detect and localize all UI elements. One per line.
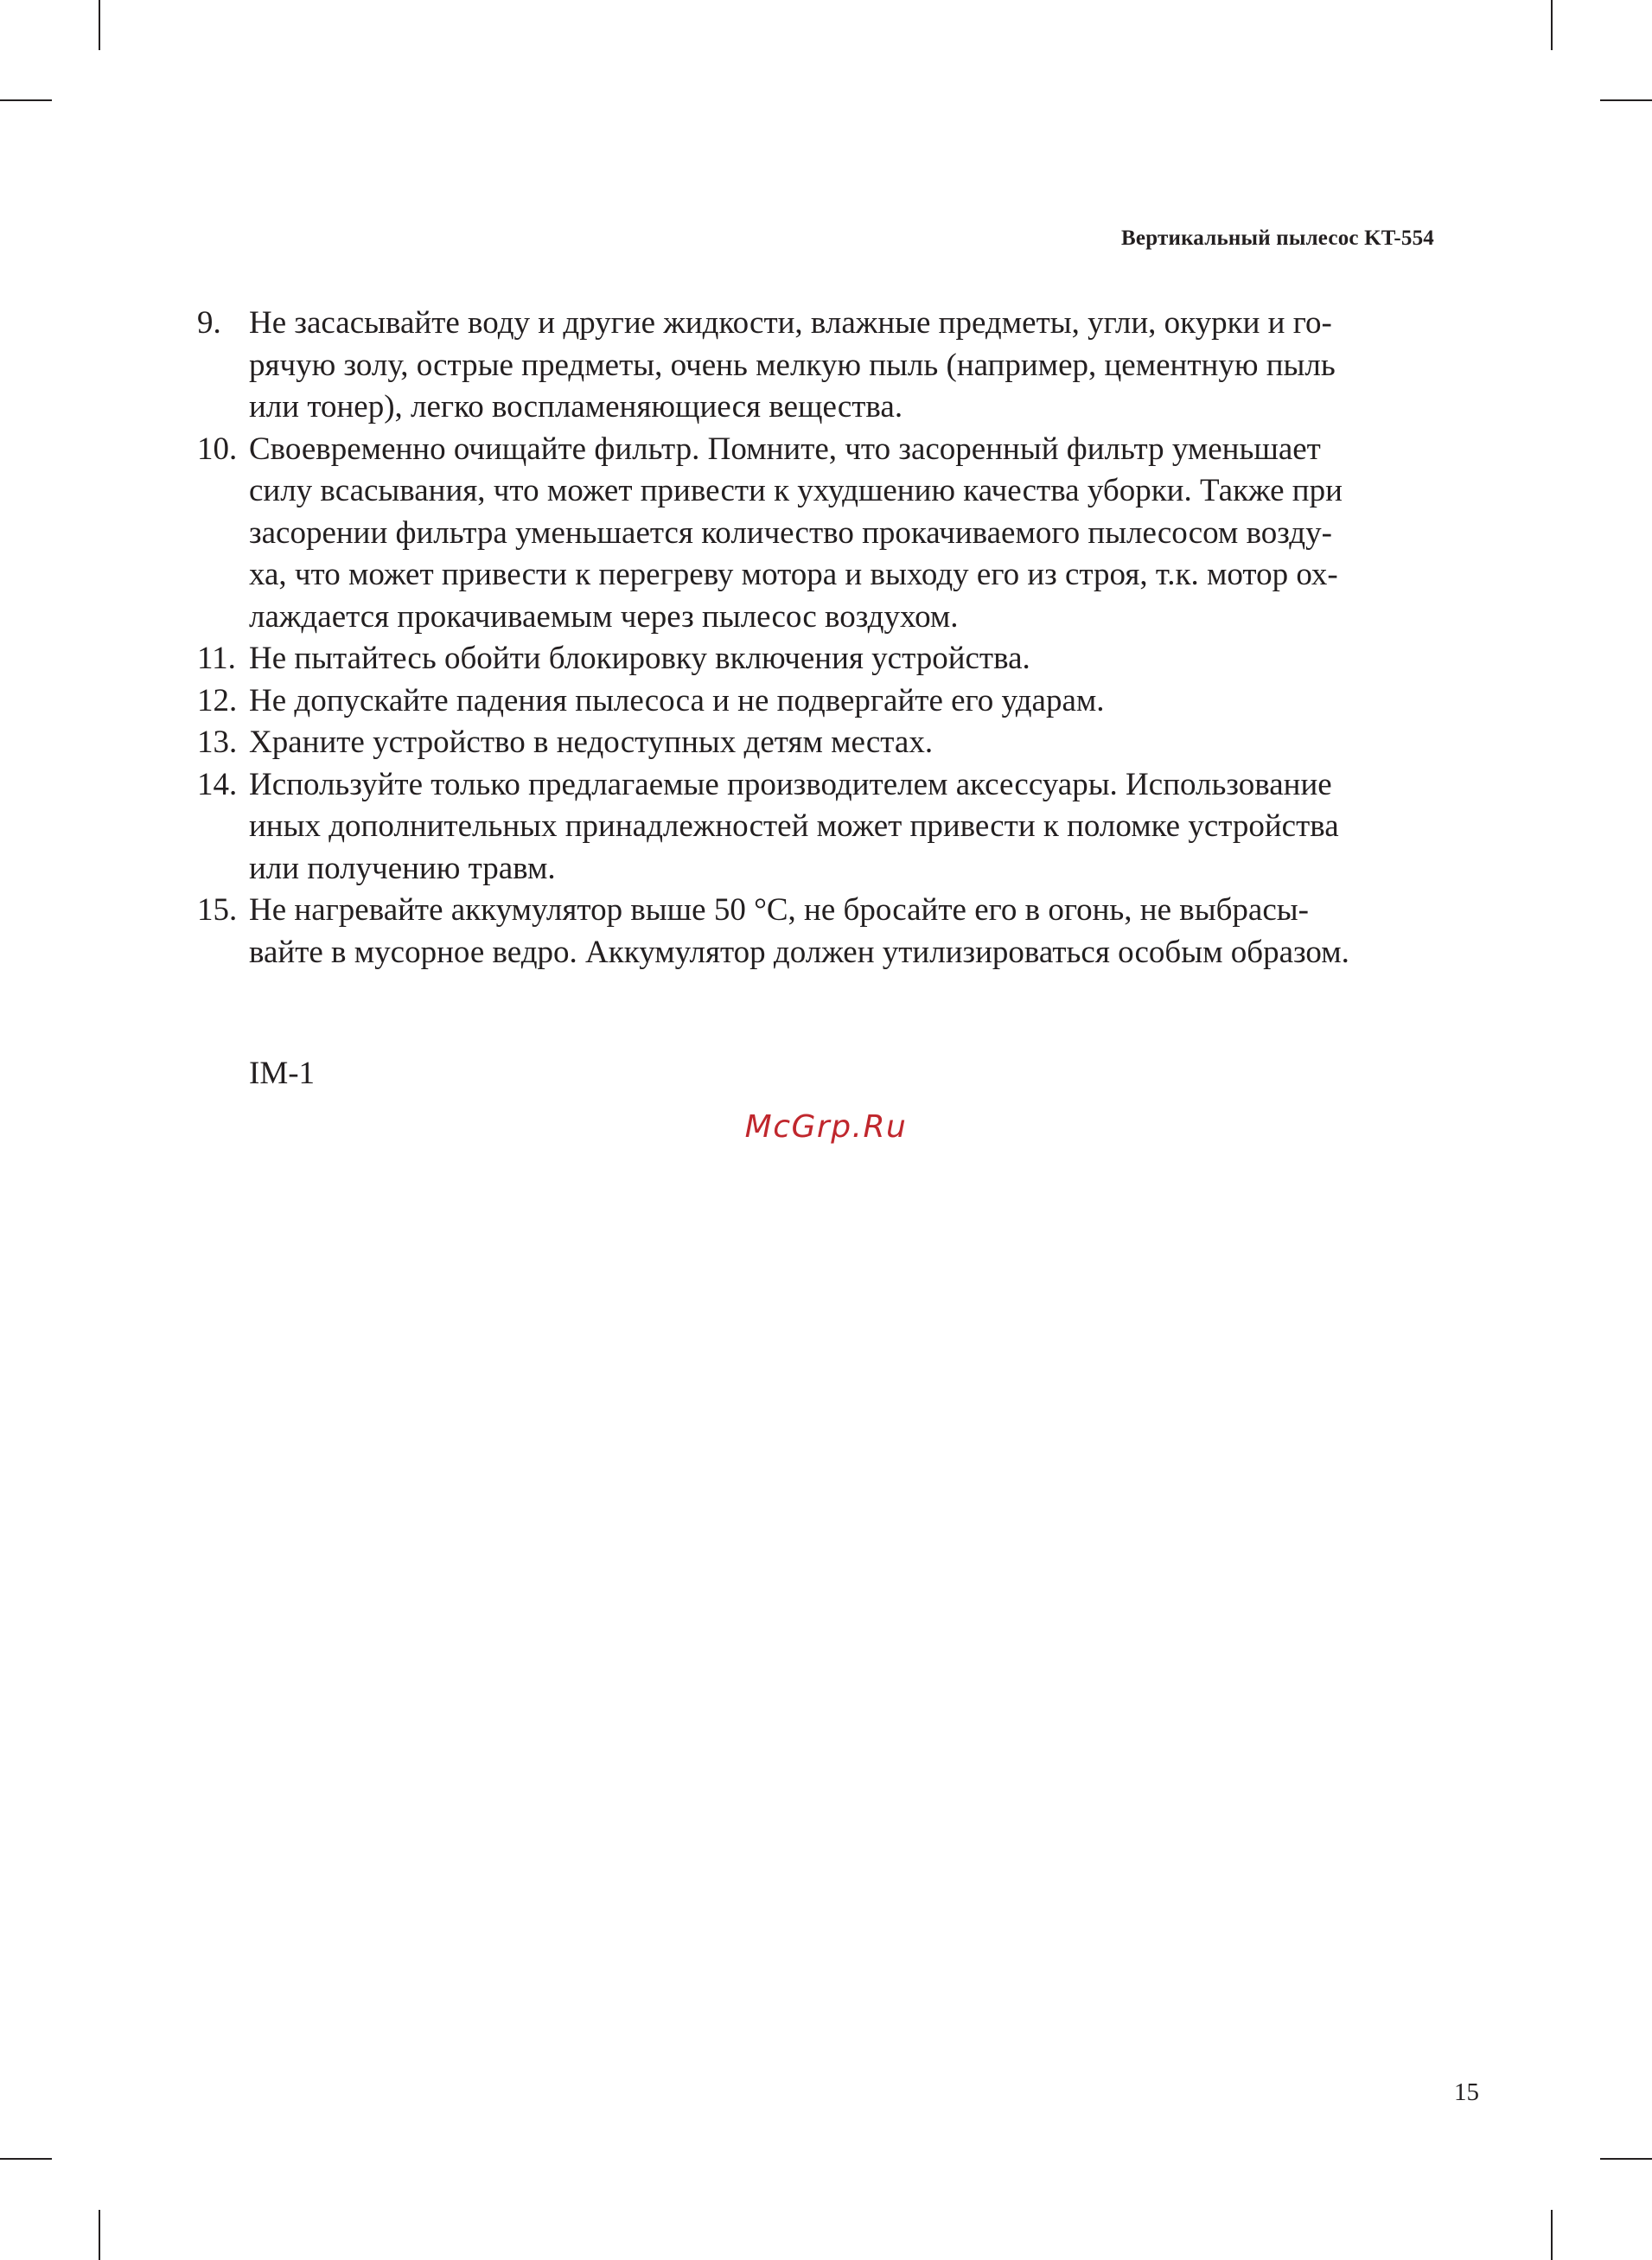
list-item <box>197 638 1442 680</box>
list-item <box>197 890 1442 974</box>
safety-instructions-list <box>197 303 1442 974</box>
crop-mark <box>1600 2158 1652 2160</box>
item-line: или тонер), легко воспламеняющиеся вещества. <box>249 389 903 425</box>
crop-mark <box>0 99 52 101</box>
item-line: лаждается прокачиваемым через пылесос воздухом. <box>249 598 959 635</box>
item-line: Используйте только предлагаемые производителем аксессуары. Использование <box>249 766 1332 802</box>
page-number: 15 <box>1454 2078 1479 2106</box>
item-line: Своевременно очищайте фильтр. Помните, что засоренный фильтр уменьшает <box>249 431 1321 467</box>
list-item <box>197 303 1442 429</box>
crop-mark <box>0 2158 52 2160</box>
list-item <box>197 680 1442 723</box>
item-number: 10. <box>197 431 238 467</box>
item-line: силу всасывания, что может привести к ухудшению качества уборки. Также при <box>249 473 1343 508</box>
item-number: 15. <box>197 892 238 928</box>
item-line: или получению травм. <box>249 850 556 886</box>
item-line: Не допускайте падения пылесоса и не подвергайте его ударам. <box>249 682 1105 718</box>
crop-mark <box>99 2210 100 2260</box>
item-line: Не засасывайте воду и другие жидкости, влажные предметы, угли, окурки и го- <box>249 305 1332 341</box>
item-number: 13. <box>197 725 238 760</box>
item-number: 11. <box>197 641 236 676</box>
running-header: Вертикальный пылесос KT-554 <box>1121 227 1434 250</box>
item-line: ха, что может привести к перегреву мотора и выходу его из строя, т.к. мотор ох- <box>249 557 1338 592</box>
item-line: Не пытайтесь обойти блокировку включения устройства. <box>249 641 1030 676</box>
crop-mark <box>1600 99 1652 101</box>
list-item <box>197 429 1442 639</box>
item-number: 9. <box>197 305 221 341</box>
item-line: иных дополнительных принадлежностей может привести к поломке устройства <box>249 808 1339 844</box>
item-line: рячую золу, острые предметы, очень мелкую пыль (например, цементную пыль <box>249 347 1336 383</box>
watermark-link[interactable]: McGrp.Ru <box>744 1109 908 1145</box>
item-line: засорении фильтра уменьшается количество прокачиваемого пылесосом возду- <box>249 514 1332 551</box>
item-number: 14. <box>197 766 238 802</box>
crop-mark <box>99 0 100 50</box>
item-line: вайте в мусорное ведро. Аккумулятор должен утилизироваться особым образом. <box>249 934 1349 970</box>
list-item <box>197 764 1442 891</box>
item-line: Не нагревайте аккумулятор выше 50 °C, не бросайте его в огонь, не выбрасы- <box>249 892 1309 928</box>
crop-mark <box>1551 0 1553 50</box>
item-number: 12. <box>197 682 238 718</box>
item-line: Храните устройство в недоступных детям местах. <box>249 725 934 760</box>
list-item <box>197 722 1442 764</box>
document-code: IM-1 <box>249 1056 316 1091</box>
crop-mark <box>1551 2210 1553 2260</box>
